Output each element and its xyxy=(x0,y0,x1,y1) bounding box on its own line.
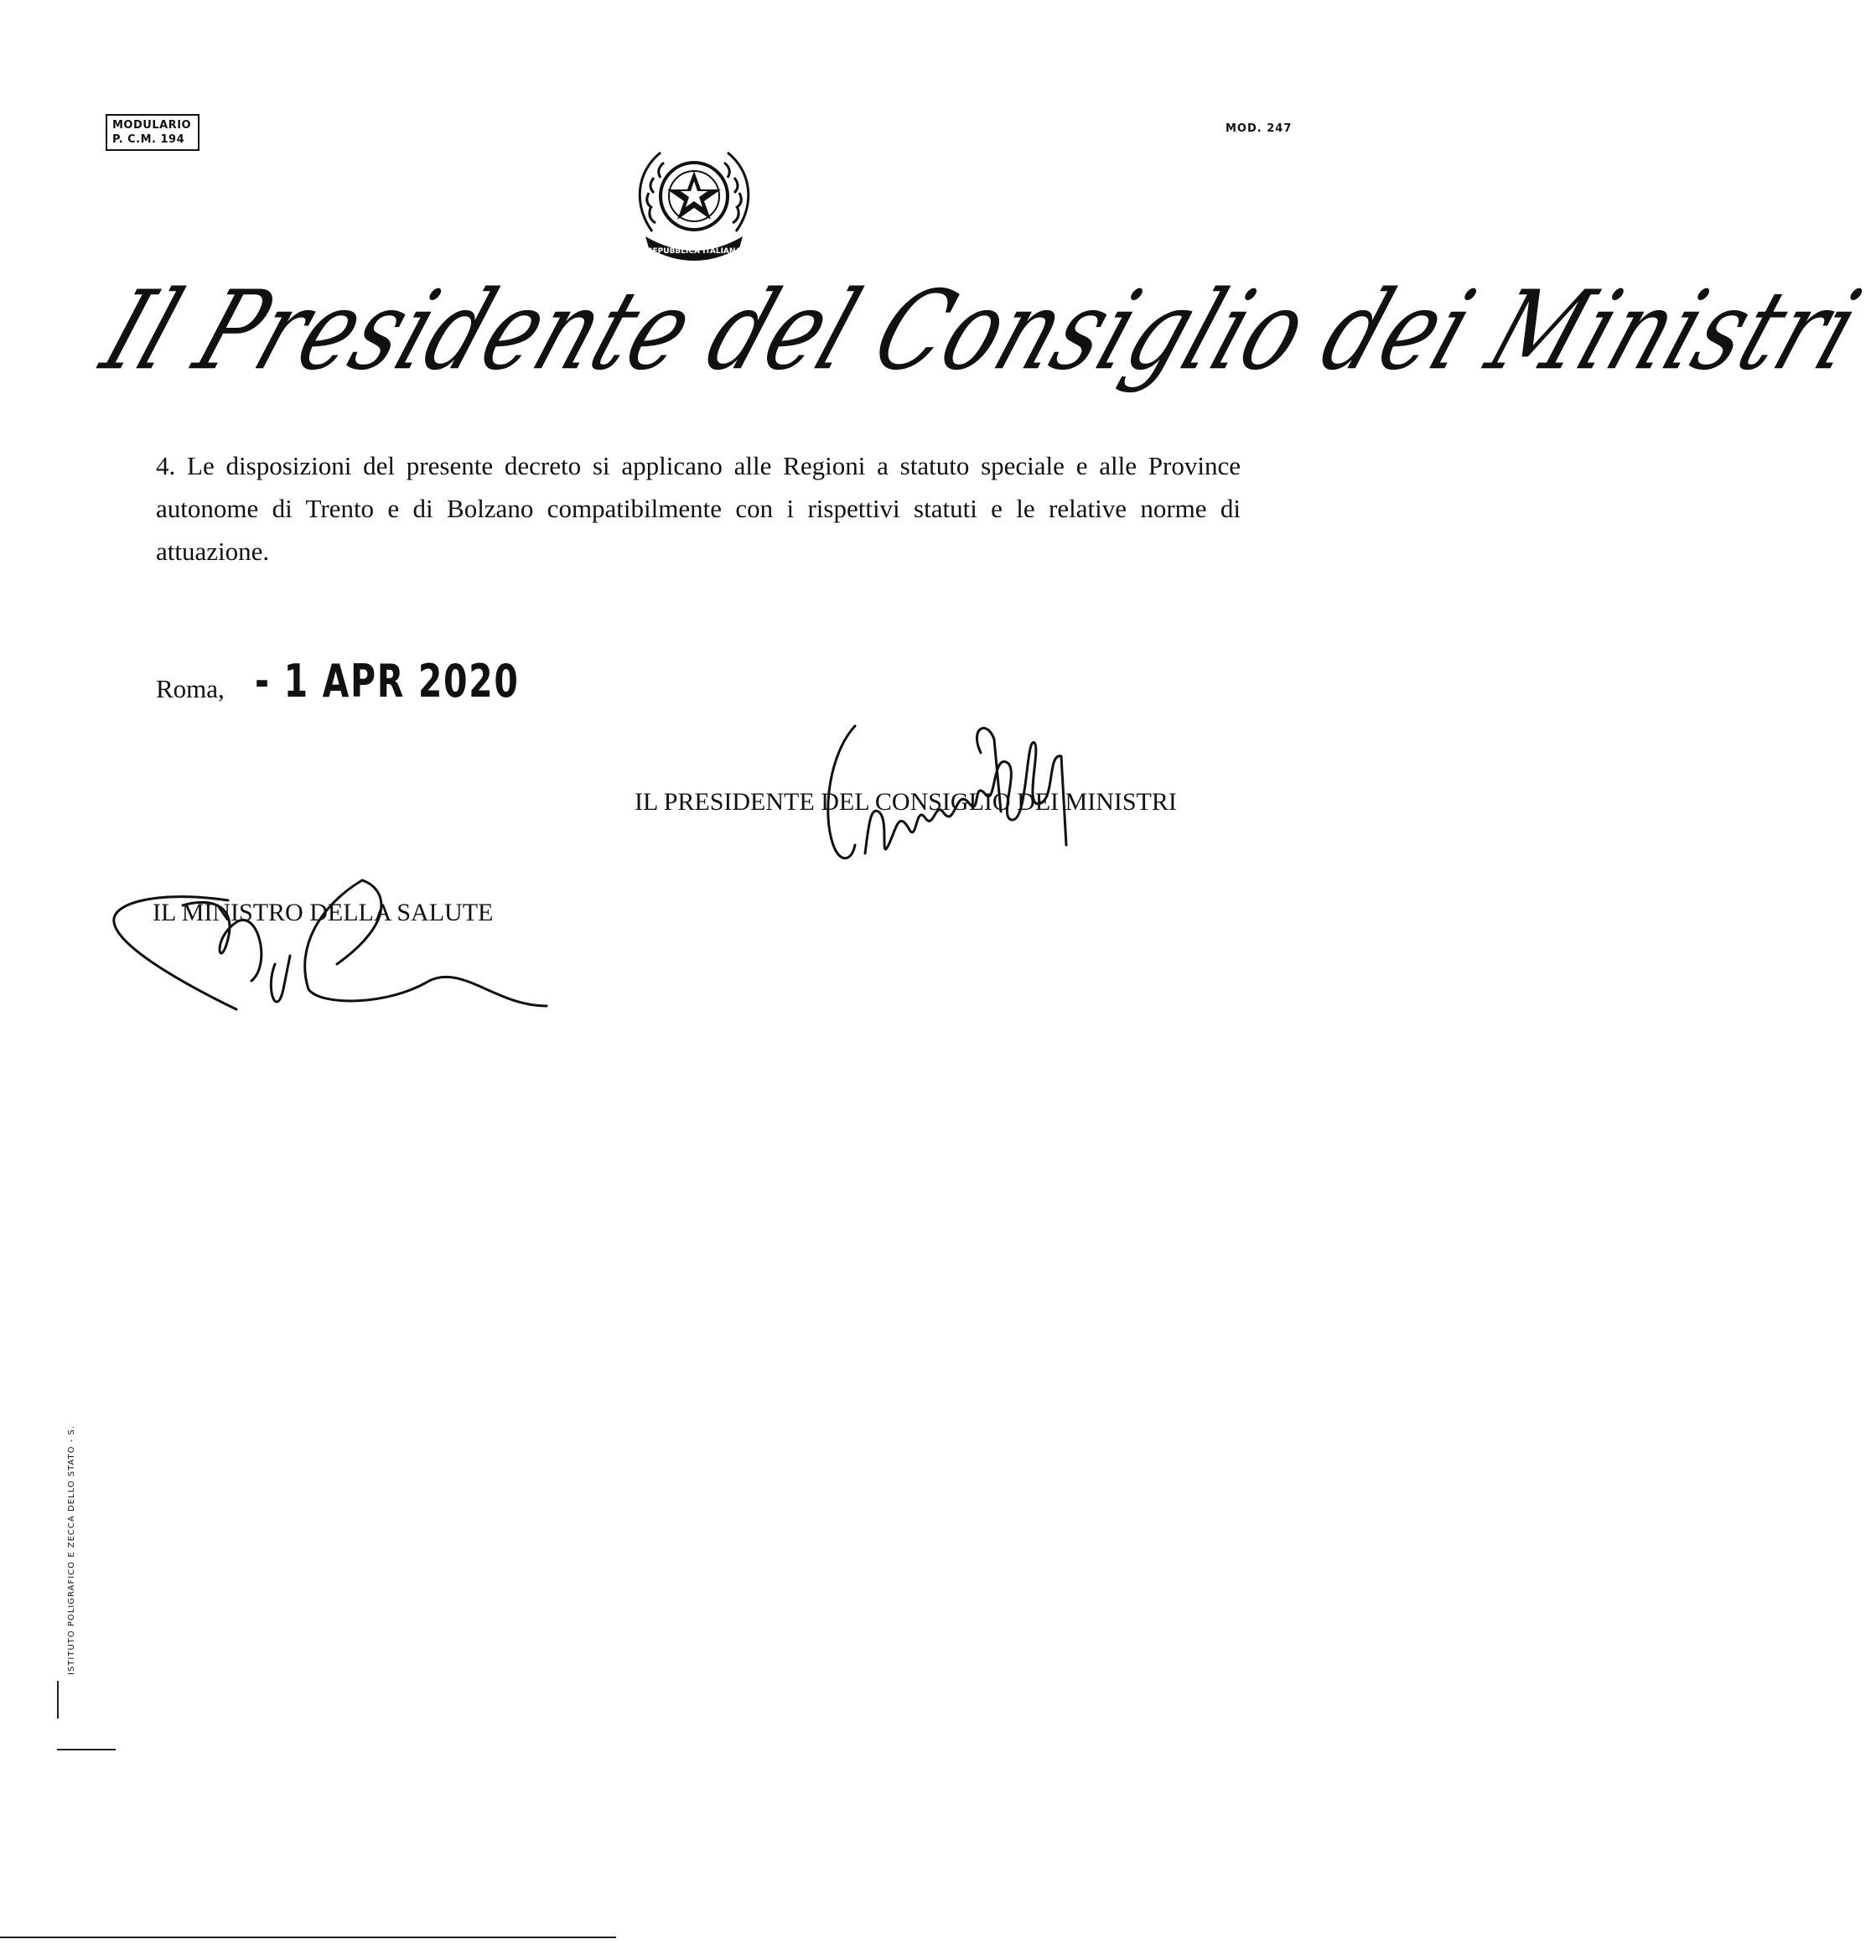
place-label: Roma, xyxy=(156,674,225,703)
president-signature xyxy=(821,719,1123,912)
printer-imprint: ISTITUTO POLIGRAFICO E ZECCA DELLO STATO - S. xyxy=(67,1425,76,1675)
bottom-rule xyxy=(0,1937,616,1938)
place-date-line xyxy=(156,655,578,708)
mod-number: MOD. 247 xyxy=(1226,122,1293,135)
minister-signature-label: IL MINISTRO DELLA SALUTE xyxy=(153,899,494,926)
emblem-ribbon-text: REPUBBLICA ITALIANA xyxy=(646,247,742,256)
margin-tick-vertical xyxy=(57,1681,59,1719)
modulario-line-2: P. C.M. 194 xyxy=(112,133,185,146)
president-signature-label: IL PRESIDENTE DEL CONSIGLIO DEI MINISTRI xyxy=(635,788,1177,816)
date-stamp: - 1 APR 2020 xyxy=(254,655,520,708)
modulario-line-1: MODULARIO xyxy=(112,119,192,132)
modulario-box xyxy=(106,114,200,151)
minister-signature xyxy=(111,872,547,1023)
letterhead-heading: Il Presidente del Consiglio dei Ministri xyxy=(87,267,1876,395)
margin-tick-horizontal xyxy=(57,1749,116,1750)
decree-paragraph: 4. Le disposizioni del presente decreto si applicano alle Regioni a statuto speciale e alle Province autonome di Trento e di Bolzano compatibilmente con i rispettivi statuti e le relative norme di attuazione. xyxy=(156,451,1241,566)
republic-emblem xyxy=(627,131,761,265)
